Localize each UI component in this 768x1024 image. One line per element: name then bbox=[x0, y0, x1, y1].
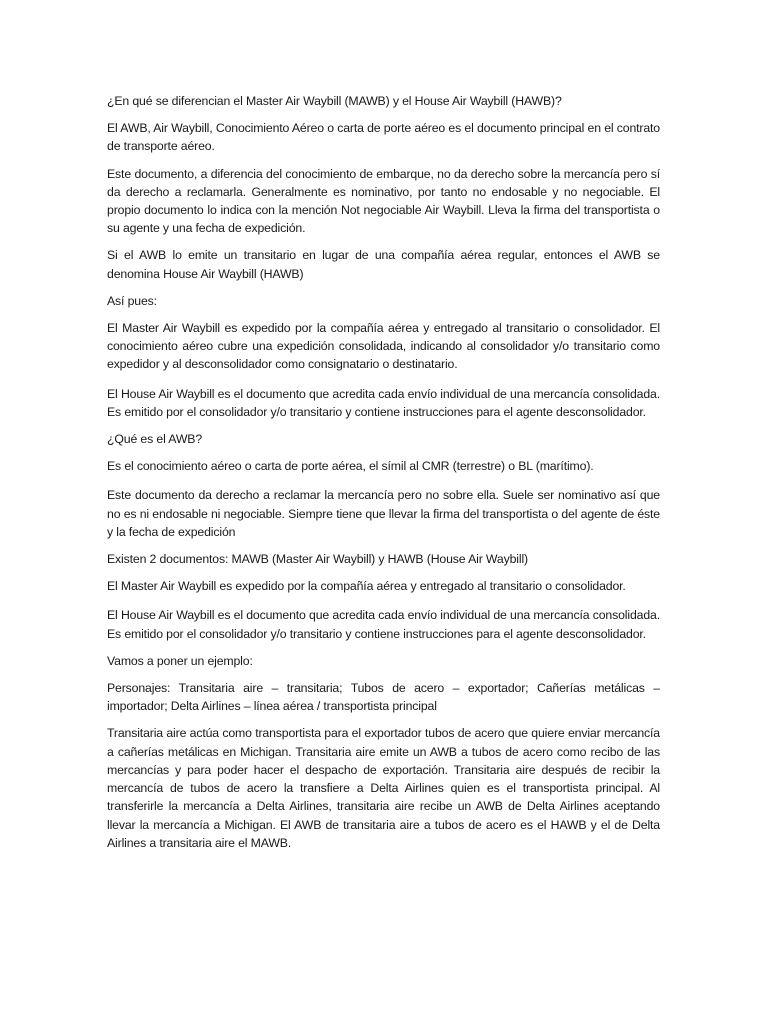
paragraph-hawb-description: El House Air Waybill es el documento que acredita cada envío individual de una mercancía consolidada. Es emitido por el consolidador y/o transitario y contiene instrucciones para el agente desconsolidador. bbox=[107, 386, 660, 419]
paragraph-awb-claim: Este documento da derecho a reclamar la mercancía pero no sobre ella. Suele ser nominativo así que no es ni endosable ni negociable. Siempre tiene que llevar la firma del transportista o del agente de éste y la fecha de expedición bbox=[107, 488, 660, 539]
question-heading-what-is-awb: ¿Qué es el AWB? bbox=[107, 432, 203, 447]
paragraph-hawb-issuer: Si el AWB lo emite un transitario en lugar de una compañía aérea regular, entonces el AWB se denomina House Air Waybill (HAWB) bbox=[107, 248, 660, 281]
paragraph-mawb-description: El Master Air Waybill es expedido por la compañía aérea y entregado al transitario o consolidador. El conocimiento aéreo cubre una expedición consolidada, indicando al consolidador y/o transitario como expedidor y al desconsolidador como consignatario o destinatario. bbox=[107, 321, 660, 372]
paragraph-awb-rights: Este documento, a diferencia del conocimiento de embarque, no da derecho sobre la mercancía pero sí da derecho a reclamarla. Generalmente es nominativo, por tanto no endosable y no negociable. El propio documento lo indica con la mención Not negociable Air Waybill. Lleva la firma del transportista o su agente y una fecha de expedición. bbox=[107, 166, 660, 236]
paragraph-awb-definition: El AWB, Air Waybill, Conocimiento Aéreo o carta de porte aéreo es el documento principal en el contrato de transporte aéreo. bbox=[107, 121, 660, 154]
paragraph-hawb-repeat: El House Air Waybill es el documento que acredita cada envío individual de una mercancía consolidada. Es emitido por el consolidador y/o transitario y contiene instrucciones para el agente desconsolidador. bbox=[107, 608, 660, 641]
paragraph-two-documents: Existen 2 documentos: MAWB (Master Air Waybill) y HAWB (House Air Waybill) bbox=[107, 552, 528, 567]
question-heading-difference: ¿En qué se diferencian el Master Air Waybill (MAWB) y el House Air Waybill (HAWB)? bbox=[107, 94, 562, 108]
paragraph-characters: Personajes: Transitaria aire – transitaria; Tubos de acero – exportador; Cañerías metálicas – importador; Delta Airlines – línea aérea / transportista principal bbox=[107, 681, 660, 714]
document-page bbox=[107, 92, 660, 852]
paragraph-mawb-short: El Master Air Waybill es expedido por la compañía aérea y entregado al transitario o consolidador. bbox=[107, 579, 626, 594]
paragraph-example-intro: Vamos a poner un ejemplo: bbox=[107, 653, 253, 668]
paragraph-awb-simil: Es el conocimiento aéreo o carta de porte aérea, el símil al CMR (terrestre) o BL (marítimo). bbox=[107, 459, 594, 474]
paragraph-asi-pues: Así pues: bbox=[107, 293, 157, 308]
paragraph-example-story: Transitaria aire actúa como transportista para el exportador tubos de acero que quiere enviar mercancía a cañerías metálicas en Michigan. Transitaria aire emite un AWB a tubos de acero como recibo de las mercancías y para poder hacer el despacho de exportación. Transitaria aire después de recibir la mercancía de tubos de acero la transfiere a Delta Airlines quien es el transportista principal. Al transferirle la mercancía a Delta Airlines, transitaria aire recibe un AWB de Delta Airlines aceptando llevar la mercancía a Michigan. El AWB de transitaria aire a tubos de acero es el HAWB y el de Delta Airlines a transitaria aire el MAWB. bbox=[107, 726, 660, 850]
